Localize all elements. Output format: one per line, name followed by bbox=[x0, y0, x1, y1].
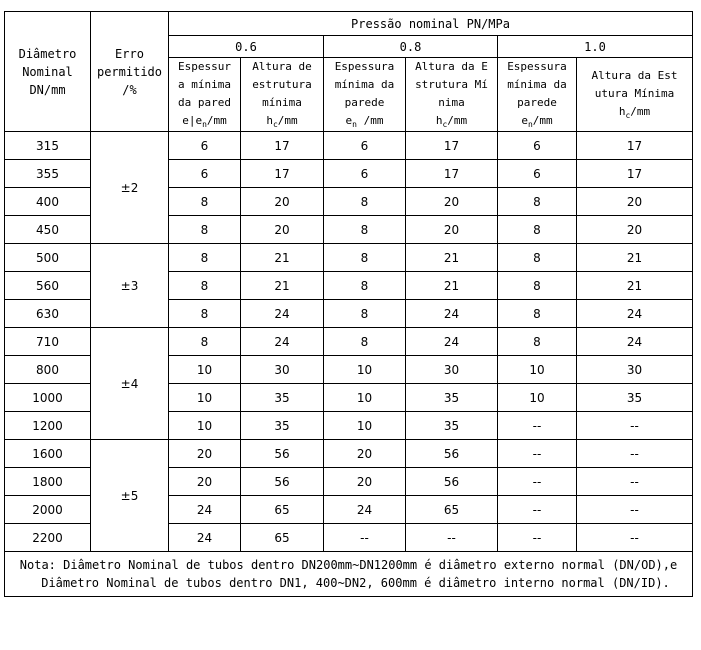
table-body bbox=[5, 12, 693, 597]
dn-cell: 1000 bbox=[5, 384, 91, 412]
value-cell: 8 bbox=[169, 328, 241, 356]
symbol-unit: /mm bbox=[206, 114, 227, 127]
header-subcolumn-symbol bbox=[577, 103, 692, 122]
value-cell: 65 bbox=[406, 496, 498, 524]
header-subcolumn-symbol bbox=[324, 112, 405, 131]
value-cell: 10 bbox=[498, 384, 577, 412]
value-cell: -- bbox=[577, 440, 693, 468]
value-cell: 35 bbox=[406, 384, 498, 412]
header-subcolumn-line: utura Mínima bbox=[594, 87, 675, 100]
header-subcolumn-line: mínima da bbox=[334, 78, 395, 91]
header-subcolumn-line: nima bbox=[438, 96, 465, 109]
value-cell: 8 bbox=[324, 300, 406, 328]
value-cell: 8 bbox=[324, 272, 406, 300]
header-erro-line: Erro bbox=[115, 46, 144, 61]
value-cell: 20 bbox=[324, 468, 406, 496]
value-cell: 8 bbox=[498, 272, 577, 300]
value-cell: 20 bbox=[577, 216, 693, 244]
value-cell: 24 bbox=[241, 300, 324, 328]
value-cell: -- bbox=[577, 496, 693, 524]
value-cell: 35 bbox=[241, 412, 324, 440]
value-cell: 30 bbox=[577, 356, 693, 384]
header-subcolumn-symbol bbox=[498, 112, 576, 131]
value-cell: 8 bbox=[498, 244, 577, 272]
dn-cell: 630 bbox=[5, 300, 91, 328]
symbol-subscript: c bbox=[442, 120, 448, 129]
header-pressure-0-6: 0.6 bbox=[169, 36, 324, 58]
value-cell: 6 bbox=[498, 132, 577, 160]
symbol-unit: /mm bbox=[356, 114, 384, 127]
value-cell: 20 bbox=[406, 188, 498, 216]
symbol-base: e|e bbox=[182, 114, 203, 127]
dn-cell: 2200 bbox=[5, 524, 91, 552]
value-cell: 24 bbox=[241, 328, 324, 356]
value-cell: 21 bbox=[241, 272, 324, 300]
header-subcolumn-line: da pared bbox=[178, 96, 231, 109]
value-cell: 6 bbox=[324, 132, 406, 160]
dn-cell: 500 bbox=[5, 244, 91, 272]
header-pressure-title: Pressão nominal PN/MPa bbox=[169, 12, 693, 36]
table-row bbox=[5, 328, 693, 356]
value-cell: 24 bbox=[169, 496, 241, 524]
symbol-unit: /mm bbox=[277, 114, 298, 127]
value-cell: 8 bbox=[324, 216, 406, 244]
header-subcolumn bbox=[577, 58, 693, 132]
value-cell: 8 bbox=[169, 188, 241, 216]
value-cell: -- bbox=[498, 440, 577, 468]
symbol-subscript: c bbox=[272, 120, 278, 129]
header-subcolumn-line: Espessura bbox=[507, 60, 567, 73]
erro-cell: ±2 bbox=[91, 132, 169, 244]
value-cell: 17 bbox=[577, 132, 693, 160]
header-subcolumn-line: Altura da E bbox=[415, 60, 488, 73]
header-subcolumn-line: Espessur bbox=[178, 60, 231, 73]
value-cell: -- bbox=[406, 524, 498, 552]
header-subcolumn bbox=[169, 58, 241, 132]
dn-cell: 1600 bbox=[5, 440, 91, 468]
erro-cell: ±4 bbox=[91, 328, 169, 440]
value-cell: 8 bbox=[169, 244, 241, 272]
erro-cell: ±5 bbox=[91, 440, 169, 552]
symbol-base: h bbox=[435, 114, 443, 127]
symbol-base: h bbox=[618, 105, 626, 118]
header-subcolumn bbox=[324, 58, 406, 132]
value-cell: 10 bbox=[324, 356, 406, 384]
header-dn-line: Nominal bbox=[22, 64, 73, 79]
header-dn bbox=[5, 12, 91, 132]
symbol-subscript: c bbox=[625, 111, 631, 120]
header-subcolumn-line: strutura Mí bbox=[415, 78, 488, 91]
header-subcolumn-line: estrutura bbox=[252, 78, 312, 91]
header-subcolumn-line: a mínima bbox=[178, 78, 231, 91]
table-row bbox=[5, 440, 693, 468]
value-cell: 6 bbox=[498, 160, 577, 188]
value-cell: 6 bbox=[169, 132, 241, 160]
value-cell: 21 bbox=[406, 244, 498, 272]
value-cell: 17 bbox=[241, 132, 324, 160]
value-cell: 8 bbox=[324, 244, 406, 272]
value-cell: 10 bbox=[324, 384, 406, 412]
note-row bbox=[5, 552, 693, 597]
value-cell: 30 bbox=[241, 356, 324, 384]
value-cell: 24 bbox=[577, 300, 693, 328]
symbol-subscript: n bbox=[527, 120, 533, 129]
value-cell: 21 bbox=[406, 272, 498, 300]
value-cell: 10 bbox=[324, 412, 406, 440]
value-cell: 20 bbox=[577, 188, 693, 216]
dn-cell: 400 bbox=[5, 188, 91, 216]
header-subcolumn-symbol bbox=[241, 112, 323, 131]
value-cell: 56 bbox=[406, 468, 498, 496]
value-cell: 8 bbox=[498, 328, 577, 356]
value-cell: 10 bbox=[169, 356, 241, 384]
value-cell: -- bbox=[498, 524, 577, 552]
value-cell: 20 bbox=[169, 468, 241, 496]
value-cell: 17 bbox=[577, 160, 693, 188]
header-subcolumn-line: Altura da Est bbox=[591, 69, 678, 82]
header-subcolumn bbox=[498, 58, 577, 132]
value-cell: 20 bbox=[241, 188, 324, 216]
value-cell: 10 bbox=[169, 412, 241, 440]
value-cell: 10 bbox=[498, 356, 577, 384]
header-subcolumn-line: Altura de bbox=[252, 60, 312, 73]
value-cell: 17 bbox=[406, 132, 498, 160]
header-subcolumn-line: mínima da bbox=[507, 78, 567, 91]
value-cell: 17 bbox=[241, 160, 324, 188]
value-cell: -- bbox=[498, 496, 577, 524]
value-cell: 35 bbox=[406, 412, 498, 440]
value-cell: 17 bbox=[406, 160, 498, 188]
table-row bbox=[5, 132, 693, 160]
dn-cell: 800 bbox=[5, 356, 91, 384]
value-cell: 20 bbox=[241, 216, 324, 244]
header-subcolumn-line: parede bbox=[517, 96, 557, 109]
value-cell: 8 bbox=[169, 216, 241, 244]
value-cell: 56 bbox=[241, 468, 324, 496]
note-line: Diâmetro Nominal de tubos dentro DN1, 400~DN2, 600mm é diâmetro interno normal (DN/ID). bbox=[41, 576, 670, 590]
value-cell: 24 bbox=[169, 524, 241, 552]
value-cell: 21 bbox=[577, 244, 693, 272]
dn-cell: 1200 bbox=[5, 412, 91, 440]
value-cell: 6 bbox=[169, 160, 241, 188]
value-cell: -- bbox=[577, 524, 693, 552]
symbol-base: e bbox=[345, 114, 353, 127]
value-cell: 10 bbox=[169, 384, 241, 412]
symbol-base: e bbox=[521, 114, 528, 127]
header-dn-line: DN/mm bbox=[29, 82, 66, 97]
value-cell: -- bbox=[498, 468, 577, 496]
header-subcolumn-line: Espessura bbox=[334, 60, 395, 73]
symbol-subscript: n bbox=[202, 120, 207, 129]
symbol-base: h bbox=[266, 114, 273, 127]
value-cell: 6 bbox=[324, 160, 406, 188]
header-erro bbox=[91, 12, 169, 132]
value-cell: 24 bbox=[406, 328, 498, 356]
value-cell: 20 bbox=[406, 216, 498, 244]
header-subcolumn bbox=[241, 58, 324, 132]
note-cell bbox=[5, 552, 693, 597]
header-subcolumn-symbol bbox=[169, 112, 240, 131]
dn-cell: 560 bbox=[5, 272, 91, 300]
value-cell: 30 bbox=[406, 356, 498, 384]
value-cell: -- bbox=[577, 468, 693, 496]
dn-cell: 315 bbox=[5, 132, 91, 160]
dn-cell: 1800 bbox=[5, 468, 91, 496]
value-cell: 56 bbox=[406, 440, 498, 468]
value-cell: 8 bbox=[169, 300, 241, 328]
value-cell: 8 bbox=[169, 272, 241, 300]
header-subcolumn-line: mínima bbox=[262, 96, 302, 109]
value-cell: -- bbox=[324, 524, 406, 552]
header-erro-line: permitido bbox=[96, 64, 163, 79]
header-subcolumn-line: parede bbox=[344, 96, 385, 109]
value-cell: 8 bbox=[498, 216, 577, 244]
value-cell: 8 bbox=[498, 300, 577, 328]
dn-cell: 2000 bbox=[5, 496, 91, 524]
symbol-unit: /mm bbox=[447, 114, 468, 127]
dn-cell: 450 bbox=[5, 216, 91, 244]
dn-cell: 355 bbox=[5, 160, 91, 188]
value-cell: 65 bbox=[241, 496, 324, 524]
symbol-unit: /mm bbox=[532, 114, 553, 127]
pipe-spec-table bbox=[4, 11, 693, 597]
value-cell: 20 bbox=[169, 440, 241, 468]
symbol-unit: /mm bbox=[630, 105, 651, 118]
value-cell: 24 bbox=[577, 328, 693, 356]
header-pressure-1-0: 1.0 bbox=[498, 36, 693, 58]
value-cell: 35 bbox=[577, 384, 693, 412]
value-cell: 8 bbox=[324, 328, 406, 356]
header-subcolumn-symbol bbox=[406, 112, 497, 131]
value-cell: 21 bbox=[241, 244, 324, 272]
symbol-subscript: n bbox=[352, 120, 357, 129]
note-line: Nota: Diâmetro Nominal de tubos dentro DN200mm~DN1200mm é diâmetro externo normal (DN/OD),e bbox=[19, 558, 678, 572]
erro-cell: ±3 bbox=[91, 244, 169, 328]
value-cell: 24 bbox=[406, 300, 498, 328]
value-cell: 8 bbox=[498, 188, 577, 216]
table-row bbox=[5, 244, 693, 272]
value-cell: 24 bbox=[324, 496, 406, 524]
header-pressure-0-8: 0.8 bbox=[324, 36, 498, 58]
header-dn-line: Diâmetro bbox=[18, 46, 77, 61]
header-subcolumn bbox=[406, 58, 498, 132]
value-cell: 35 bbox=[241, 384, 324, 412]
value-cell: -- bbox=[577, 412, 693, 440]
value-cell: 56 bbox=[241, 440, 324, 468]
value-cell: 65 bbox=[241, 524, 324, 552]
value-cell: 21 bbox=[577, 272, 693, 300]
value-cell: 8 bbox=[324, 188, 406, 216]
dn-cell: 710 bbox=[5, 328, 91, 356]
header-erro-line: /% bbox=[122, 82, 137, 97]
value-cell: 20 bbox=[324, 440, 406, 468]
value-cell: -- bbox=[498, 412, 577, 440]
